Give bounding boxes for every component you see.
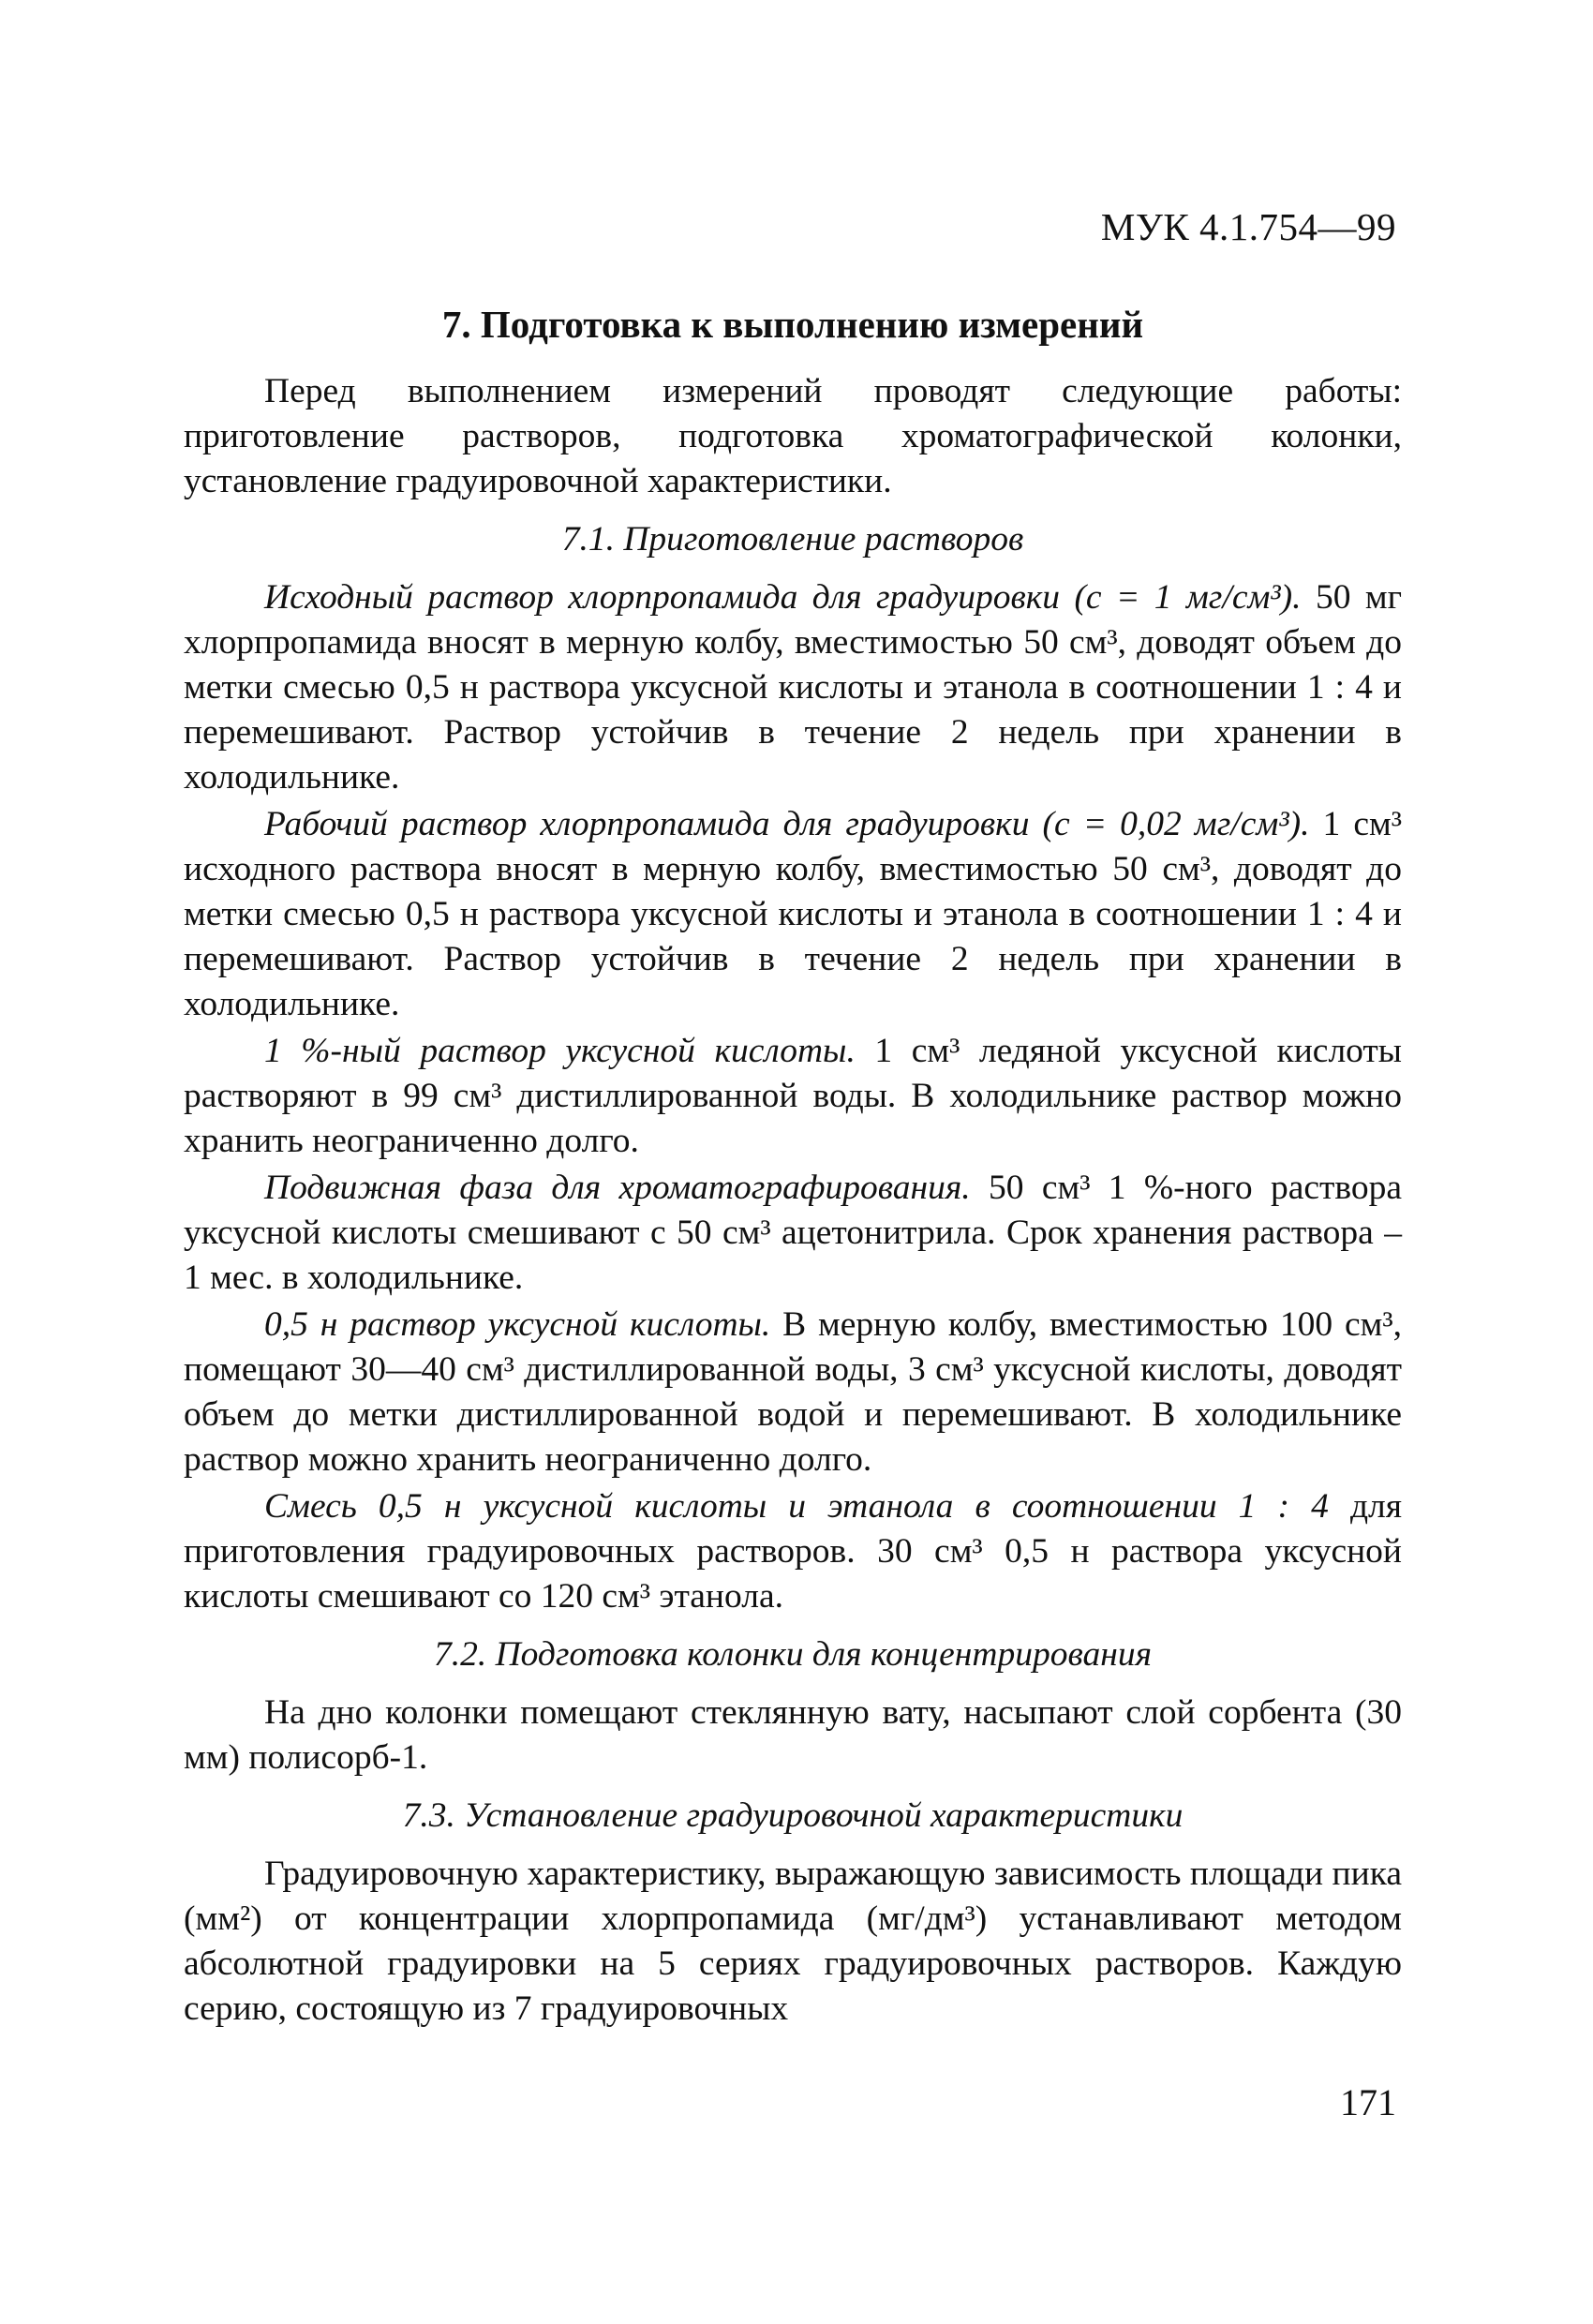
section-title: 7. Подготовка к выполнению измерений [441, 303, 1144, 346]
document-code: МУК 4.1.754—99 [1100, 205, 1396, 248]
subsection-7-1-title: 7.1. Приготовление растворов [561, 520, 1024, 559]
paragraph-lead: Исходный раствор хлорпропамида для градуировки (с = 1 мг/см³). [264, 578, 1302, 617]
paragraph-mobile-phase [184, 1166, 1402, 1301]
subsection-7-2-title: 7.2. Подготовка колонки для концентрирования [433, 1635, 1153, 1674]
paragraph-text: В мерную колбу, вместимостью 100 см³, помещают 30—40 см³ дистиллированной воды, 3 см³ уксусной кислоты, доводят объем до метки дистиллированной водой и перемешивают. В холодильнике раствор можно хранить неограниченно долго. [184, 1305, 1403, 1479]
paragraph-calibration: Градуировочную характеристику, выражающую зависимость площади пика (мм²) от концентрации хлорпропамида (мг/дм³) устанавливают методом абсолютной градуировки на 5 сериях градуировочных растворов. Каждую серию, состоящую из 7 градуировочных [184, 1855, 1402, 2028]
page-number: 171 [1340, 2081, 1396, 2123]
paragraph-column-prep: На дно колонки помещают стеклянную вату, насыпают слой сорбента (30 мм) полисорб-1. [184, 1693, 1402, 1777]
page-content [184, 300, 1402, 2032]
paragraph-text: 1 см³ ледяной уксусной кислоты растворяют в 99 см³ дистиллированной воды. В холодильнике раствор можно хранить неограниченно долго. [184, 1032, 1402, 1160]
paragraph-text: 1 см³ исходного раствора вносят в мерную колбу, вместимостью 50 см³, доводят до метки смесью 0,5 н раствора уксусной кислоты и этанола в соотношении 1 : 4 и перемешивают. Раствор устойчив в течение 2 недель при хранении в холодильнике. [184, 805, 1402, 1023]
paragraph-lead: 0,5 н раствор уксусной кислоты. [264, 1305, 771, 1344]
paragraph-stock-solution [184, 575, 1402, 800]
paragraph-lead: Смесь 0,5 н уксусной кислоты и этанола в соотношении 1 : 4 [264, 1487, 1329, 1526]
paragraph-text: для приготовления градуировочных растворов. 30 см³ 0,5 н раствора уксусной кислоты смешивают со 120 см³ этанола. [184, 1487, 1402, 1616]
paragraph-working-solution [184, 802, 1402, 1027]
paragraph-lead: Рабочий раствор хлорпропамида для градуировки (с = 0,02 мг/см³). [264, 805, 1310, 843]
paragraph-text: 50 см³ 1 %-ного раствора уксусной кислоты смешивают с 50 см³ ацетонитрила. Срок хранения раствора – 1 мес. в холодильнике. [184, 1169, 1402, 1297]
section-intro: Перед выполнением измерений проводят следующие работы: приготовление растворов, подготовка хроматографической колонки, установление градуировочной характеристики. [184, 372, 1402, 500]
paragraph-acetic-acid-1pct [184, 1029, 1402, 1164]
paragraph-lead: 1 %-ный раствор уксусной кислоты. [264, 1032, 856, 1070]
paragraph-acetic-acid-05n [184, 1303, 1402, 1482]
subsection-7-3-title: 7.3. Установление градуировочной характеристики [402, 1796, 1184, 1835]
paragraph-mixture [184, 1484, 1402, 1619]
paragraph-lead: Подвижная фаза для хроматографирования. [264, 1169, 971, 1207]
paragraph-text: 50 мг хлорпропамида вносят в мерную колбу, вместимостью 50 см³, доводят объем до метки смесью 0,5 н раствора уксусной кислоты и этанола в соотношении 1 : 4 и перемешивают. Раствор устойчив в течение 2 недель при хранении в холодильнике. [184, 578, 1402, 797]
